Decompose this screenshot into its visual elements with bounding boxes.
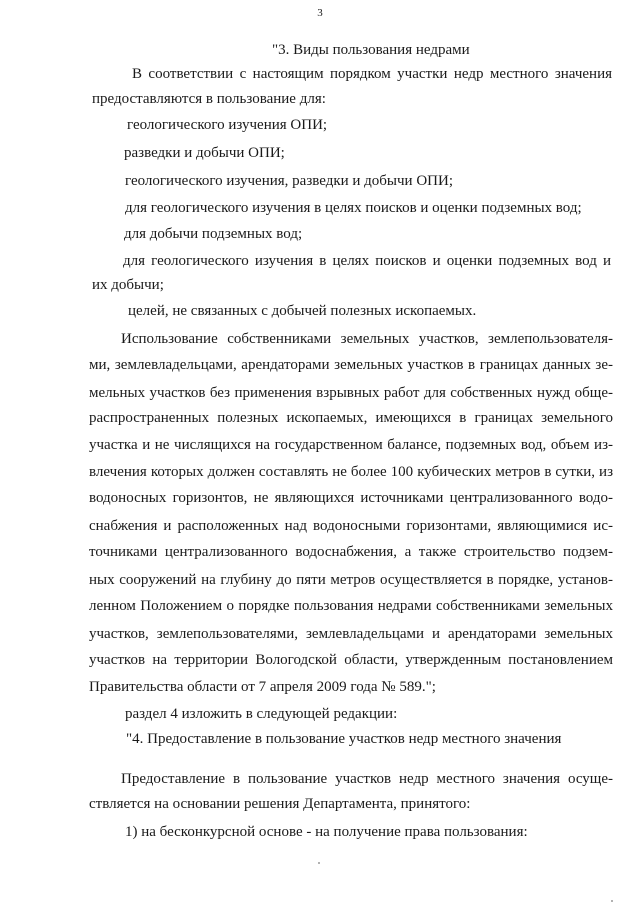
section3-item-1: геологического изучения ОПИ; xyxy=(127,117,328,133)
section3-paragraph-line-8: снабжения и расположенных над водоносными горизонтами, являющимися ис- xyxy=(89,518,613,534)
section3-paragraph-line-3: мельных участков без применения взрывных работ для собственных нужд обще- xyxy=(89,385,613,401)
section4-item-1: 1) на бесконкурсной основе - на получение права пользования: xyxy=(125,824,528,840)
scan-speck xyxy=(318,862,320,864)
section3-intro-line-1: В соответствии с настоящим порядком участки недр местного значения xyxy=(132,66,612,82)
section3-item-2: разведки и добычи ОПИ; xyxy=(124,145,285,161)
section3-paragraph-line-9: точниками централизованного водоснабжения, а также строительство подзем- xyxy=(89,544,613,560)
section3-paragraph-line-13: участков на территории Вологодской области, утвержденным постановлением xyxy=(89,652,613,668)
section4-heading: "4. Предоставление в пользование участков недр местного значения xyxy=(126,731,562,747)
section4-paragraph-line-1: Предоставление в пользование участков недр местного значения осуще- xyxy=(121,771,613,787)
section3-paragraph-line-4: распространенных полезных ископаемых, имеющихся в границах земельного xyxy=(89,410,613,426)
section3-paragraph-line-5: участка и не числящихся на государственном балансе, подземных вод, объем из- xyxy=(89,437,613,453)
section3-paragraph-line-6: влечения которых должен составлять не более 100 кубических метров в сутки, из xyxy=(89,464,613,480)
page-number: 3 xyxy=(317,7,323,19)
section3-heading: "3. Виды пользования недрами xyxy=(272,42,470,58)
section3-paragraph-line-10: ных сооружений на глубину до пяти метров осуществляется в порядке, установ- xyxy=(89,572,613,588)
section3-item-4: для геологического изучения в целях поисков и оценки подземных вод; xyxy=(125,200,582,216)
section3-paragraph-line-12: участков, землепользователями, землевладельцами и арендаторами земельных xyxy=(89,626,613,642)
scan-speck xyxy=(611,900,613,902)
section3-item-7: целей, не связанных с добычей полезных ископаемых. xyxy=(128,303,477,319)
section3-paragraph-line-1: Использование собственниками земельных участков, землепользователя- xyxy=(121,331,613,347)
section3-paragraph-line-2: ми, землевладельцами, арендаторами земельных участков в границах данных зе- xyxy=(89,357,613,373)
section3-item-6: для геологического изучения в целях поисков и оценки подземных вод и xyxy=(123,253,611,269)
section4-paragraph-line-2: ствляется на основании решения Департамента, принятого: xyxy=(89,796,471,812)
section3-item-5: для добычи подземных вод; xyxy=(124,226,303,242)
section3-item-3: геологического изучения, разведки и добычи ОПИ; xyxy=(125,173,454,189)
instruction-text: раздел 4 изложить в следующей редакции: xyxy=(125,706,398,722)
section3-item-6-cont: их добычи; xyxy=(92,277,164,293)
section3-paragraph-line-7: водоносных горизонтов, не являющихся источниками централизованного водо- xyxy=(89,490,613,506)
section3-paragraph-line-14: Правительства области от 7 апреля 2009 года № 589."; xyxy=(89,679,436,695)
section3-paragraph-line-11: ленном Положением о порядке пользования недрами собственниками земельных xyxy=(89,598,613,614)
section3-intro-line-2: предоставляются в пользование для: xyxy=(92,91,326,107)
